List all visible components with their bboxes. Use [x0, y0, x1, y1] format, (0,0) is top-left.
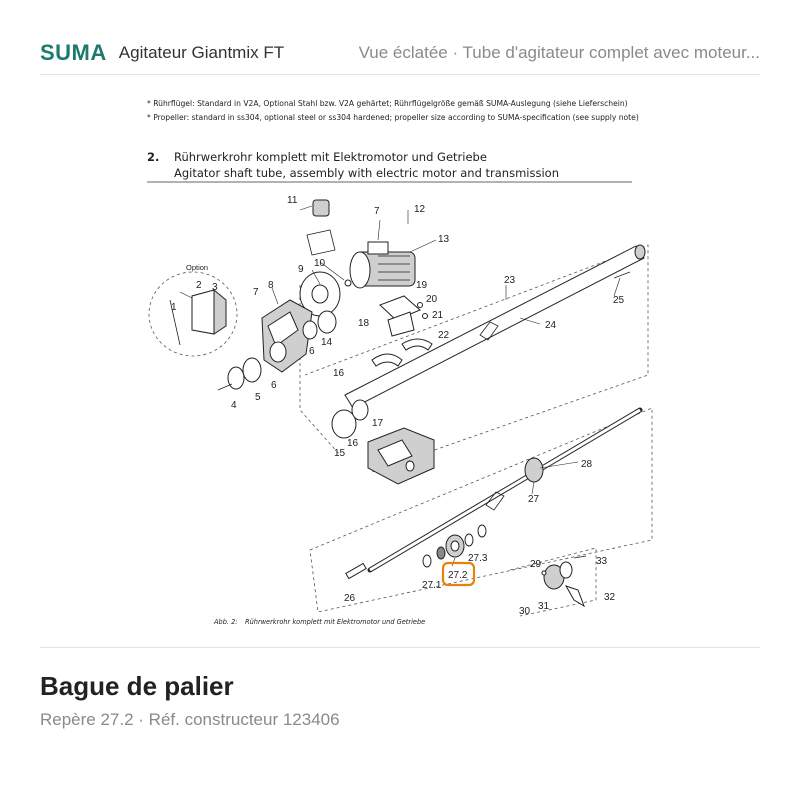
callout-22: 22 — [438, 330, 450, 341]
callout-3: 3 — [212, 282, 218, 293]
section-title-english: Agitator shaft tube, assembly with electric motor and transmission — [174, 166, 559, 180]
figure-caption-label: Abb. 2: — [214, 618, 238, 626]
callout-33: 33 — [596, 556, 608, 567]
note-english: * Propeller: standard in ss304, optional steel or ss304 hardened; propeller size according to SUMA-specification (see supply note) — [147, 113, 639, 122]
callout-27-1: 27.1 — [422, 580, 442, 591]
callout-13: 13 — [438, 234, 450, 245]
callout-24: 24 — [545, 320, 557, 331]
callout-10: 10 — [314, 258, 326, 269]
callout-25: 25 — [613, 295, 625, 306]
callout-19: 19 — [416, 280, 428, 291]
detail-divider — [40, 647, 760, 648]
callout-23: 23 — [504, 275, 516, 286]
selected-part-name: Bague de palier — [40, 671, 234, 701]
callout-31: 31 — [538, 601, 550, 612]
electric-motor-part[interactable] — [350, 242, 415, 288]
section-number: 2. — [147, 150, 160, 164]
callout-6a: 6 — [271, 380, 277, 391]
callout-7b: 7 — [374, 206, 380, 217]
callout-9: 9 — [298, 264, 304, 275]
option-label: Option — [186, 263, 209, 272]
callout-29: 29 — [530, 559, 542, 570]
highlighted-callout-27-2[interactable] — [443, 563, 474, 585]
callout-2: 2 — [196, 280, 202, 291]
callout-8: 8 — [268, 280, 274, 291]
callout-27-2: 27.2 — [448, 570, 468, 581]
callout-7a: 7 — [253, 287, 259, 298]
callout-32: 32 — [604, 592, 616, 603]
callout-17: 17 — [372, 418, 384, 429]
callout-16b: 16 — [347, 438, 359, 449]
propeller-part[interactable] — [542, 556, 586, 606]
bearing-bracket-part[interactable] — [368, 428, 434, 484]
callout-12: 12 — [414, 204, 426, 215]
callout-11: 11 — [287, 195, 298, 206]
callout-16a: 16 — [333, 368, 345, 379]
callout-28: 28 — [581, 459, 593, 470]
callout-26: 26 — [344, 593, 356, 604]
callout-1: 1 — [171, 302, 177, 313]
callout-4: 4 — [231, 400, 237, 411]
view-title: Vue éclatée · Tube d'agitateur complet avec moteur... — [358, 43, 760, 62]
callout-6b: 6 — [309, 346, 315, 357]
callout-30: 30 — [519, 606, 531, 617]
callout-5: 5 — [255, 392, 261, 403]
shaft-end-part[interactable] — [346, 563, 366, 578]
coupling-part[interactable] — [218, 358, 261, 390]
callout-15: 15 — [334, 448, 346, 459]
tube-flange-part[interactable] — [332, 400, 368, 438]
brand-logo[interactable]: SUMA — [40, 40, 107, 65]
product-title: Agitateur Giantmix FT — [118, 43, 285, 62]
shaft-envelope — [310, 408, 652, 612]
note-german: * Rührflügel: Standard in V2A, Optional Stahl bzw. V2A gehärtet; Rührflügelgröße gemäß SUMA-Auslegung (siehe Lieferschein) — [147, 99, 628, 108]
callout-14: 14 — [321, 337, 333, 348]
section-title-german: Rührwerkrohr komplett mit Elektromotor und Getriebe — [174, 150, 487, 164]
callout-18: 18 — [358, 318, 370, 329]
selected-part-meta: Repère 27.2 · Réf. constructeur 123406 — [40, 710, 340, 729]
figure-caption-text: Rührwerkrohr komplett mit Elektromotor und Getriebe — [245, 618, 426, 626]
option-cover-part[interactable] — [170, 290, 226, 345]
callout-27-3: 27.3 — [468, 553, 488, 564]
callout-27: 27 — [528, 494, 540, 505]
callout-20: 20 — [426, 294, 438, 305]
callout-21: 21 — [432, 310, 444, 321]
